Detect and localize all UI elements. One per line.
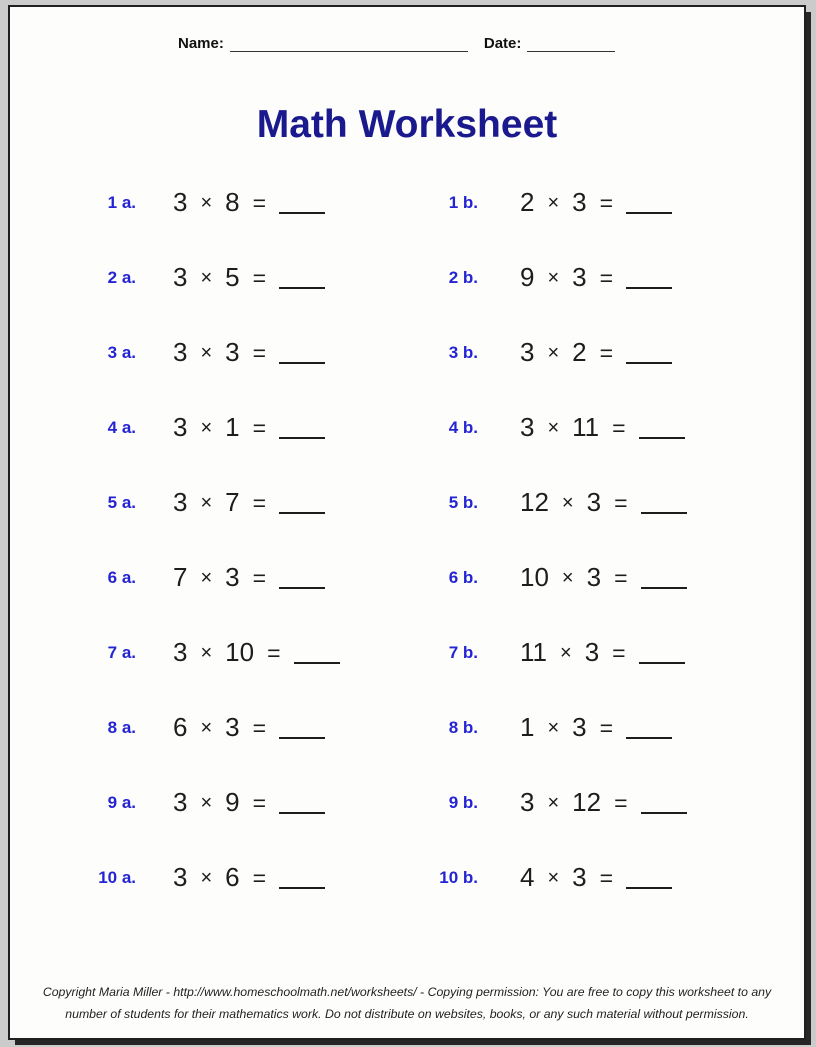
problem-row xyxy=(10,840,804,915)
operand-right: 3 xyxy=(572,262,587,292)
problem-expression-a xyxy=(136,637,406,668)
operand-right: 3 xyxy=(572,187,587,217)
problem-number-b: 2 b. xyxy=(448,267,478,287)
multiplication-sign: × xyxy=(547,792,560,814)
multiplication-sign: × xyxy=(547,342,560,364)
multiplication-sign: × xyxy=(561,492,574,514)
multiplication-sign: × xyxy=(200,267,213,289)
operand-right: 3 xyxy=(586,487,602,517)
problem-row xyxy=(10,690,804,765)
problems-grid xyxy=(10,165,804,915)
problem-expression-a xyxy=(136,337,406,368)
problem-number-b: 4 b. xyxy=(448,417,478,437)
operand-right: 3 xyxy=(225,337,240,367)
equals-sign: = xyxy=(599,265,614,291)
answer-blank xyxy=(641,498,687,514)
equals-sign: = xyxy=(614,790,628,816)
equals-sign: = xyxy=(252,715,267,741)
answer-blank xyxy=(626,723,672,739)
problem-number-a: 8 a. xyxy=(107,717,136,737)
footer-line-1: Copyright Maria Miller - http://www.homeschoolmath.net/worksheets/ - Copying permission: You are free to copy this worksheet to any xyxy=(42,984,772,999)
problem-expression-b xyxy=(478,862,804,893)
answer-blank xyxy=(279,423,325,439)
answer-blank xyxy=(641,798,687,814)
problem-number-a: 7 a. xyxy=(107,642,136,662)
answer-blank xyxy=(279,873,325,889)
footer-copyright xyxy=(10,981,804,1025)
multiplication-sign: × xyxy=(200,192,213,214)
operand-left: 4 xyxy=(520,862,535,892)
problem-number-a: 6 a. xyxy=(107,567,136,587)
answer-blank xyxy=(626,348,672,364)
problem-number-a: 10 a. xyxy=(98,867,136,887)
equals-sign: = xyxy=(614,565,628,591)
multiplication-sign: × xyxy=(547,192,560,214)
multiplication-sign: × xyxy=(200,492,213,514)
equals-sign: = xyxy=(599,865,614,891)
problem-expression-a xyxy=(136,262,406,293)
problem-number-b: 9 b. xyxy=(448,792,478,812)
problem-row xyxy=(10,240,804,315)
multiplication-sign: × xyxy=(200,417,213,439)
operand-left: 3 xyxy=(173,637,188,667)
problem-number-b: 1 b. xyxy=(448,192,478,212)
multiplication-sign: × xyxy=(200,342,213,364)
problem-number-b: 3 b. xyxy=(448,342,478,362)
operand-left: 10 xyxy=(520,562,549,592)
problem-expression-a xyxy=(136,412,406,443)
answer-blank xyxy=(279,198,325,214)
operand-left: 2 xyxy=(520,187,535,217)
problem-number-a: 3 a. xyxy=(107,342,136,362)
multiplication-sign: × xyxy=(200,642,213,664)
answer-blank xyxy=(626,273,672,289)
multiplication-sign: × xyxy=(547,867,560,889)
problem-expression-a xyxy=(136,187,406,218)
problem-number-b: 6 b. xyxy=(448,567,478,587)
header xyxy=(178,35,615,52)
problem-expression-a xyxy=(136,862,406,893)
worksheet-title: Math Worksheet xyxy=(256,103,558,146)
operand-left: 3 xyxy=(173,487,188,517)
problem-expression-b xyxy=(478,487,804,518)
problem-number-b: 8 b. xyxy=(448,717,478,737)
problem-expression-b xyxy=(478,337,804,368)
equals-sign: = xyxy=(599,715,614,741)
operand-right: 2 xyxy=(572,337,587,367)
problem-expression-a xyxy=(136,487,406,518)
equals-sign: = xyxy=(252,790,267,816)
problem-expression-b xyxy=(478,562,804,593)
date-blank-line xyxy=(527,38,615,52)
operand-left: 12 xyxy=(520,487,549,517)
problem-row xyxy=(10,390,804,465)
problem-number-a: 4 a. xyxy=(107,417,136,437)
operand-left: 3 xyxy=(173,187,188,217)
equals-sign: = xyxy=(612,415,626,441)
answer-blank xyxy=(279,573,325,589)
operand-right: 5 xyxy=(225,262,240,292)
problem-number-a: 2 a. xyxy=(107,267,136,287)
problem-expression-b xyxy=(478,187,804,218)
equals-sign: = xyxy=(252,265,267,291)
problem-number-b: 10 b. xyxy=(439,867,478,887)
operand-right: 3 xyxy=(586,562,602,592)
equals-sign: = xyxy=(252,340,267,366)
date-label: Date: xyxy=(483,35,522,52)
operand-right: 8 xyxy=(225,187,240,217)
answer-blank xyxy=(279,723,325,739)
equals-sign: = xyxy=(252,865,267,891)
problem-expression-b xyxy=(478,637,804,668)
multiplication-sign: × xyxy=(547,267,560,289)
answer-blank xyxy=(626,198,672,214)
operand-left: 3 xyxy=(520,412,535,442)
problem-expression-b xyxy=(478,712,804,743)
problem-row xyxy=(10,315,804,390)
answer-blank xyxy=(279,348,325,364)
multiplication-sign: × xyxy=(561,567,574,589)
problem-row xyxy=(10,765,804,840)
equals-sign: = xyxy=(614,490,628,516)
answer-blank xyxy=(279,798,325,814)
equals-sign: = xyxy=(252,490,267,516)
multiplication-sign: × xyxy=(200,867,213,889)
answer-blank xyxy=(279,273,325,289)
worksheet-page xyxy=(8,5,806,1040)
multiplication-sign: × xyxy=(547,717,560,739)
problem-expression-b xyxy=(478,262,804,293)
multiplication-sign: × xyxy=(200,567,213,589)
operand-left: 3 xyxy=(173,787,188,817)
problem-number-a: 5 a. xyxy=(107,492,136,512)
problem-row xyxy=(10,465,804,540)
problem-row xyxy=(10,165,804,240)
problem-expression-b xyxy=(478,412,804,443)
equals-sign: = xyxy=(599,190,614,216)
operand-left: 3 xyxy=(173,862,188,892)
answer-blank xyxy=(294,648,340,664)
operand-left: 3 xyxy=(520,787,535,817)
operand-left: 3 xyxy=(173,412,188,442)
operand-right: 3 xyxy=(225,712,240,742)
footer-line-2: number of students for their mathematics work. Do not distribute on websites, books, or any such material without permission. xyxy=(65,1006,749,1021)
multiplication-sign: × xyxy=(200,792,213,814)
operand-left: 3 xyxy=(173,337,188,367)
operand-right: 9 xyxy=(225,787,240,817)
equals-sign: = xyxy=(267,640,281,666)
operand-left: 11 xyxy=(520,637,547,667)
operand-right: 3 xyxy=(572,712,587,742)
operand-left: 6 xyxy=(173,712,188,742)
operand-left: 3 xyxy=(173,262,188,292)
operand-right: 7 xyxy=(225,487,240,517)
equals-sign: = xyxy=(612,640,626,666)
answer-blank xyxy=(279,498,325,514)
operand-right: 3 xyxy=(225,562,240,592)
problem-expression-a xyxy=(136,712,406,743)
problem-number-a: 9 a. xyxy=(107,792,136,812)
operand-left: 7 xyxy=(173,562,188,592)
problem-expression-a xyxy=(136,562,406,593)
operand-left: 1 xyxy=(520,712,535,742)
name-label: Name: xyxy=(178,35,224,52)
equals-sign: = xyxy=(252,565,267,591)
operand-right: 6 xyxy=(225,862,240,892)
problem-row xyxy=(10,540,804,615)
problem-number-a: 1 a. xyxy=(107,192,136,212)
answer-blank xyxy=(641,573,687,589)
problem-expression-b xyxy=(478,787,804,818)
operand-right: 10 xyxy=(225,637,255,667)
multiplication-sign: × xyxy=(560,642,572,664)
multiplication-sign: × xyxy=(547,417,560,439)
problem-row xyxy=(10,615,804,690)
operand-right: 12 xyxy=(572,787,602,817)
operand-right: 3 xyxy=(572,862,587,892)
problem-number-b: 7 b. xyxy=(448,642,478,662)
multiplication-sign: × xyxy=(200,717,213,739)
answer-blank xyxy=(639,648,685,664)
equals-sign: = xyxy=(252,415,267,441)
name-blank-line xyxy=(230,38,468,52)
operand-right: 11 xyxy=(572,412,600,442)
operand-right: 3 xyxy=(584,637,600,667)
problem-number-b: 5 b. xyxy=(448,492,478,512)
operand-left: 9 xyxy=(520,262,535,292)
equals-sign: = xyxy=(252,190,267,216)
answer-blank xyxy=(639,423,685,439)
problem-expression-a xyxy=(136,787,406,818)
operand-right: 1 xyxy=(225,412,240,442)
operand-left: 3 xyxy=(520,337,535,367)
answer-blank xyxy=(626,873,672,889)
equals-sign: = xyxy=(599,340,614,366)
